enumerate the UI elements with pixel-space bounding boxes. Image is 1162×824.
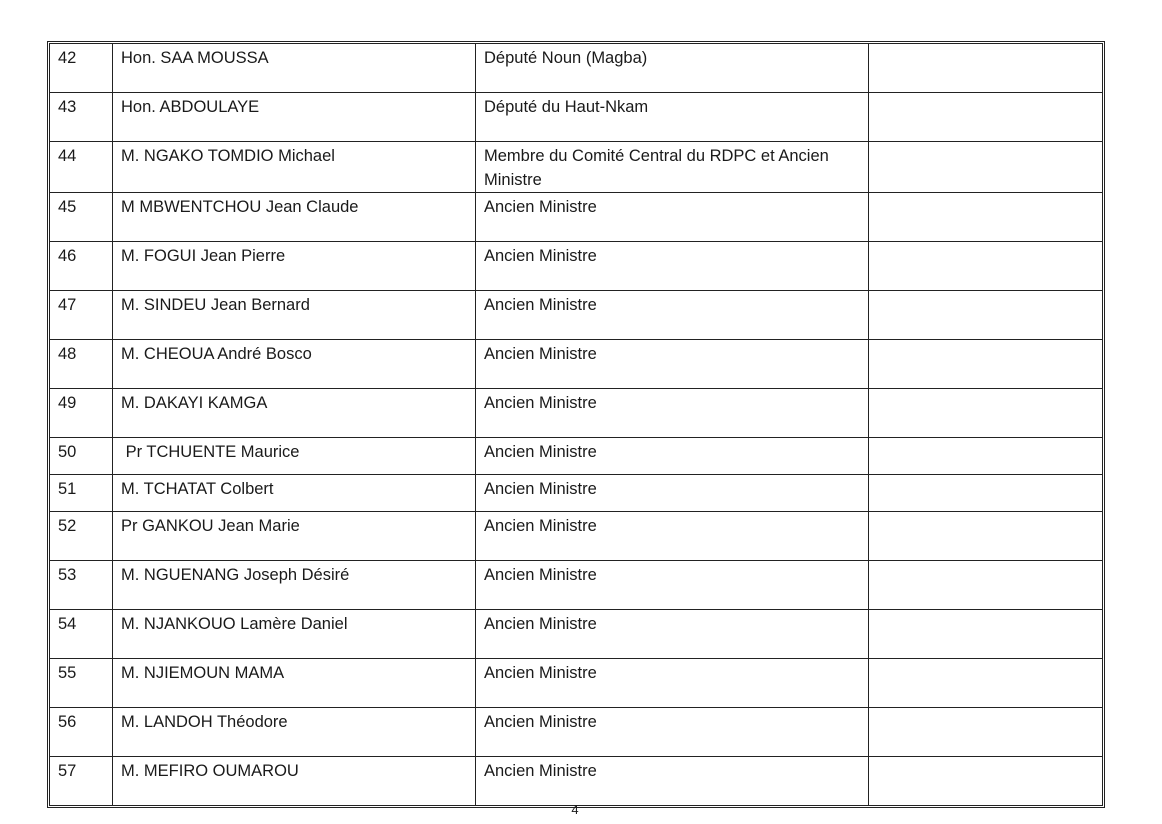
table-row (50, 512, 1103, 561)
member-title-cell: Ancien Ministre (476, 610, 869, 659)
member-title-cell: Ancien Ministre (476, 340, 869, 389)
row-number-cell: 48 (50, 340, 113, 389)
member-title-cell: Député du Haut-Nkam (476, 93, 869, 142)
members-table (49, 43, 1103, 806)
member-name-cell: M. NGUENANG Joseph Désiré (113, 561, 476, 610)
row-number-cell: 44 (50, 142, 113, 193)
member-title-cell: Ancien Ministre (476, 242, 869, 291)
row-number-cell: 47 (50, 291, 113, 340)
row-number-cell: 42 (50, 44, 113, 93)
row-number-cell: 50 (50, 438, 113, 475)
member-title-cell: Ancien Ministre (476, 757, 869, 806)
member-title-cell: Ancien Ministre (476, 561, 869, 610)
row-number-cell: 57 (50, 757, 113, 806)
member-title-cell: Ancien Ministre (476, 389, 869, 438)
table-row (50, 438, 1103, 475)
table-row (50, 389, 1103, 438)
member-title-cell: Ancien Ministre (476, 659, 869, 708)
signature-cell (869, 142, 1103, 193)
member-name-cell: M. NJANKOUO Lamère Daniel (113, 610, 476, 659)
signature-cell (869, 561, 1103, 610)
row-number-cell: 45 (50, 193, 113, 242)
signature-cell (869, 659, 1103, 708)
signature-cell (869, 512, 1103, 561)
row-number-cell: 49 (50, 389, 113, 438)
member-name-cell: Pr TCHUENTE Maurice (113, 438, 476, 475)
table-row (50, 610, 1103, 659)
member-title-cell: Ancien Ministre (476, 512, 869, 561)
page-number: 4 (571, 802, 579, 817)
row-number-cell: 46 (50, 242, 113, 291)
member-title-cell: Ancien Ministre (476, 475, 869, 512)
member-name-cell: M. LANDOH Théodore (113, 708, 476, 757)
row-number-cell: 54 (50, 610, 113, 659)
row-number-cell: 55 (50, 659, 113, 708)
table-row (50, 561, 1103, 610)
member-name-cell: M. DAKAYI KAMGA (113, 389, 476, 438)
signature-cell (869, 93, 1103, 142)
member-name-cell: Pr GANKOU Jean Marie (113, 512, 476, 561)
signature-cell (869, 708, 1103, 757)
member-name-cell: Hon. ABDOULAYE (113, 93, 476, 142)
row-number-cell: 52 (50, 512, 113, 561)
table-row (50, 242, 1103, 291)
table-row (50, 193, 1103, 242)
member-name-cell: M. CHEOUA André Bosco (113, 340, 476, 389)
row-number-cell: 53 (50, 561, 113, 610)
table-row (50, 475, 1103, 512)
table-row (50, 659, 1103, 708)
signature-cell (869, 438, 1103, 475)
row-number-cell: 51 (50, 475, 113, 512)
signature-cell (869, 44, 1103, 93)
member-name-cell: M. NJIEMOUN MAMA (113, 659, 476, 708)
signature-cell (869, 610, 1103, 659)
signature-cell (869, 389, 1103, 438)
member-name-cell: M. NGAKO TOMDIO Michael (113, 142, 476, 193)
member-name-cell: M. MEFIRO OUMAROU (113, 757, 476, 806)
member-title-cell: Ancien Ministre (476, 438, 869, 475)
member-title-cell: Ancien Ministre (476, 708, 869, 757)
table-row (50, 291, 1103, 340)
member-name-cell: M. SINDEU Jean Bernard (113, 291, 476, 340)
signature-cell (869, 242, 1103, 291)
row-number-cell: 56 (50, 708, 113, 757)
member-name-cell: Hon. SAA MOUSSA (113, 44, 476, 93)
member-name-cell: M. FOGUI Jean Pierre (113, 242, 476, 291)
table-row (50, 340, 1103, 389)
table-row (50, 93, 1103, 142)
signature-cell (869, 475, 1103, 512)
table-row (50, 44, 1103, 93)
member-name-cell: M. TCHATAT Colbert (113, 475, 476, 512)
table-row (50, 708, 1103, 757)
member-title-cell: Député Noun (Magba) (476, 44, 869, 93)
signature-cell (869, 340, 1103, 389)
member-title-cell: Membre du Comité Central du RDPC et Ancien Ministre (476, 142, 869, 193)
table-row (50, 757, 1103, 806)
signature-cell (869, 193, 1103, 242)
member-name-cell: M MBWENTCHOU Jean Claude (113, 193, 476, 242)
member-title-cell: Ancien Ministre (476, 291, 869, 340)
signature-cell (869, 291, 1103, 340)
row-number-cell: 43 (50, 93, 113, 142)
table-row (50, 142, 1103, 193)
members-table-body (50, 44, 1103, 806)
member-title-cell: Ancien Ministre (476, 193, 869, 242)
signature-cell (869, 757, 1103, 806)
